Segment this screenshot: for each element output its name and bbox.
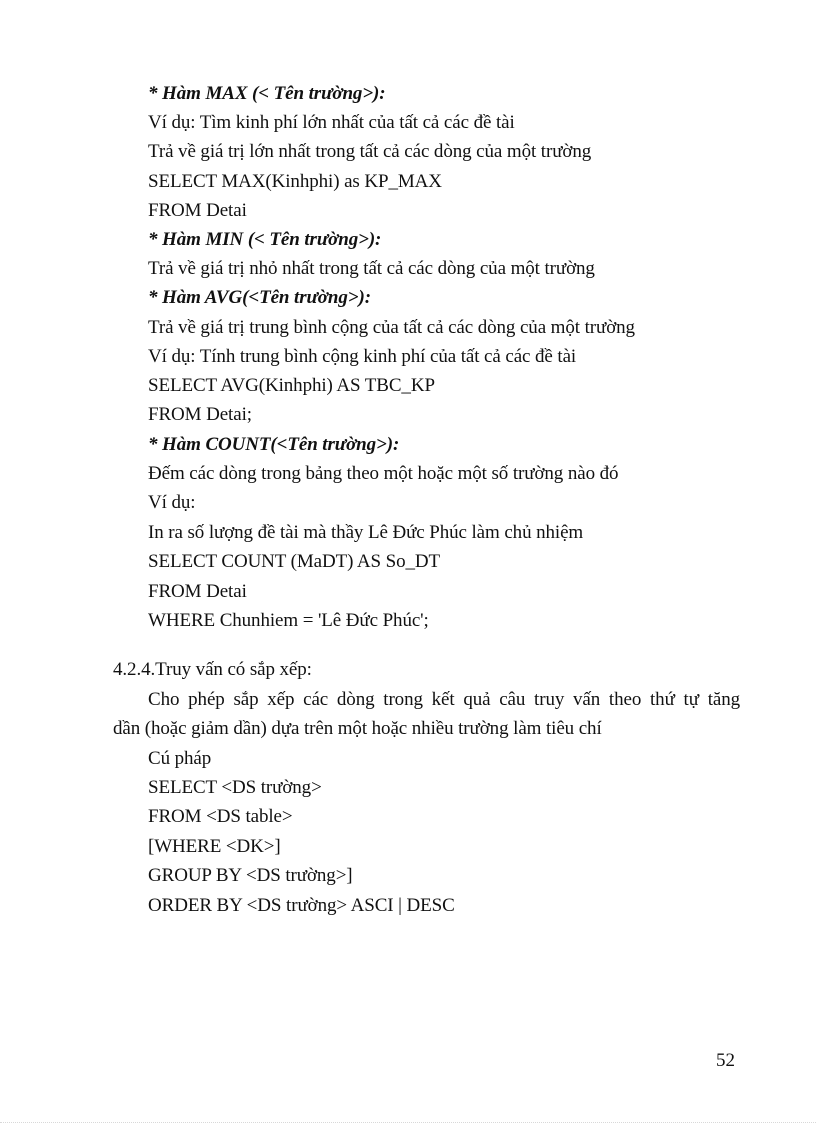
code-line: FROM <DS table> [148,806,293,827]
code-line: ORDER BY <DS trường> ASCI | DESC [148,895,455,916]
paragraph-line: dần (hoặc giảm dần) dựa trên một hoặc nhiều trường làm tiêu chí [113,718,602,739]
code-line: FROM Detai; [148,404,252,425]
code-line: [WHERE <DK>] [148,836,281,857]
code-line: GROUP BY <DS trường>] [148,865,353,886]
code-line: SELECT AVG(Kinhphi) AS TBC_KP [148,375,435,396]
code-line: SELECT MAX(Kinhphi) as KP_MAX [148,171,442,192]
page-number: 52 [716,1050,735,1071]
code-line: FROM Detai [148,581,247,602]
text-line: Đếm các dòng trong bảng theo một hoặc một số trường nào đó [148,463,619,484]
heading-avg: * Hàm AVG(<Tên trường>): [148,287,371,308]
text-line: Cú pháp [148,748,212,769]
code-line: SELECT COUNT (MaDT) AS So_DT [148,551,441,572]
code-line: FROM Detai [148,200,247,221]
text-line: Ví dụ: Tìm kinh phí lớn nhất của tất cả các đề tài [148,112,515,133]
text-line: Trả về giá trị trung bình cộng của tất cả các dòng của một trường [148,317,635,338]
heading-max: * Hàm MAX (< Tên trường>): [148,83,386,104]
section-heading: 4.2.4.Truy vấn có sắp xếp: [113,659,312,680]
heading-min: * Hàm MIN (< Tên trường>): [148,229,382,250]
paragraph-line: Cho phép sắp xếp các dòng trong kết quả câu truy vấn theo thứ tự tăng [148,689,740,710]
text-line: In ra số lượng đề tài mà thầy Lê Đức Phúc làm chủ nhiệm [148,522,584,543]
text-line: Trả về giá trị lớn nhất trong tất cả các dòng của một trường [148,141,592,162]
code-line: SELECT <DS trường> [148,777,322,798]
text-line: Ví dụ: Tính trung bình cộng kinh phí của tất cả các đề tài [148,346,577,367]
text-line: Ví dụ: [148,492,196,513]
code-line: WHERE Chunhiem = 'Lê Đức Phúc'; [148,610,429,631]
text-line: Trả về giá trị nhỏ nhất trong tất cả các dòng của một trường [148,258,595,279]
heading-count: * Hàm COUNT(<Tên trường>): [148,434,400,455]
